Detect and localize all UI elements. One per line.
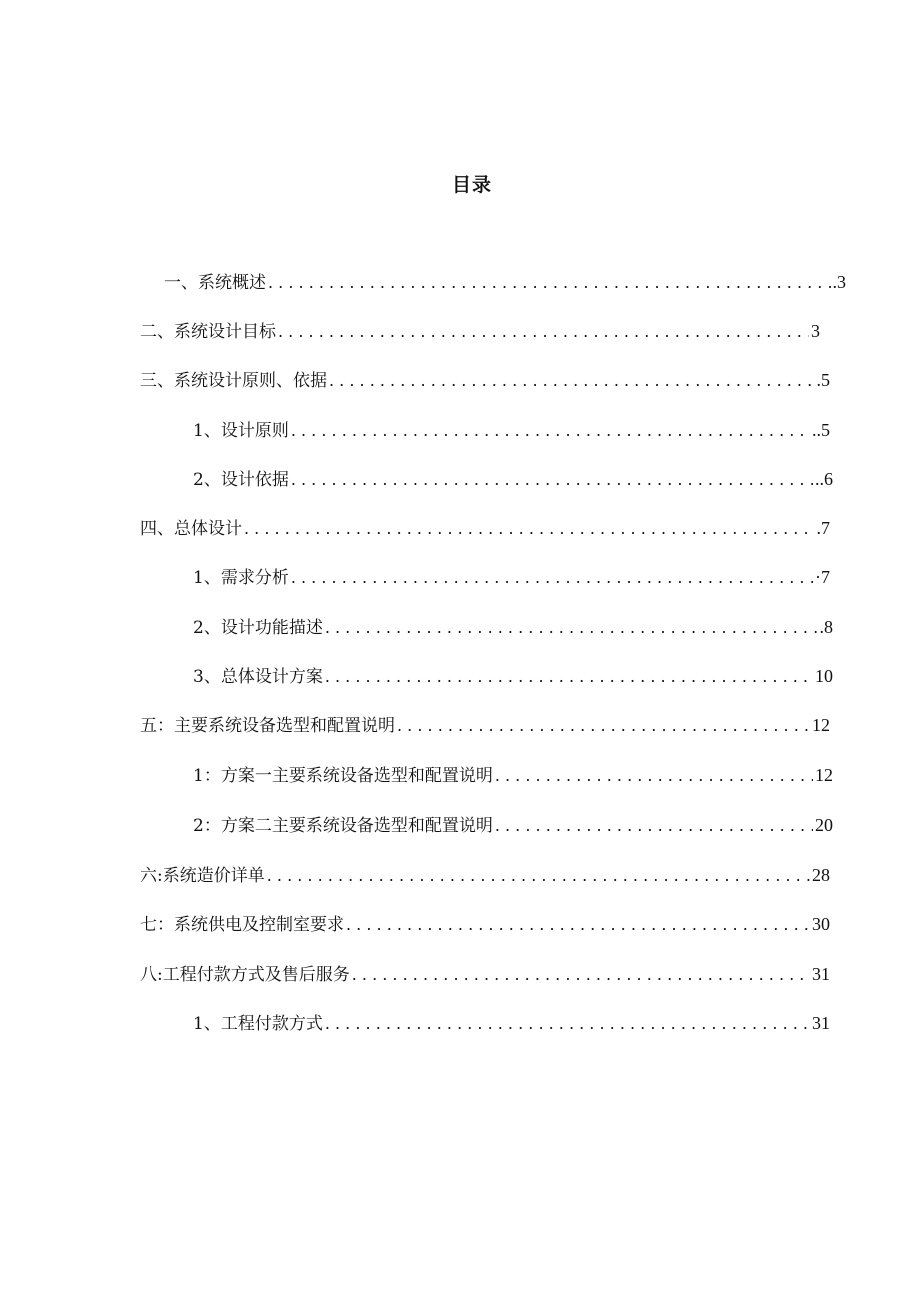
dot-leader: [329, 366, 815, 396]
toc-entry-label: 三、系统设计原则、依据: [140, 371, 327, 391]
toc-entry-page: ·7: [815, 567, 830, 587]
toc-entry-page: .8: [819, 617, 833, 637]
toc-entry-label: 3、总体设计方案: [193, 667, 323, 687]
toc-entry-1[interactable]: [164, 267, 846, 297]
toc-entry-page: 31: [812, 964, 830, 984]
toc-entry-page: ..6: [815, 469, 833, 489]
toc-entry-9[interactable]: [193, 661, 833, 691]
dot-leader: [291, 416, 810, 446]
toc-entry-page: ..5: [812, 420, 830, 440]
toc-entry-page: .7: [816, 518, 830, 538]
dot-leader: [291, 563, 813, 593]
toc-entry-7[interactable]: [193, 562, 830, 592]
toc-entry-page: 31: [812, 1013, 830, 1033]
toc-entry-label: 八:工程付款方式及售后服务: [140, 965, 350, 985]
toc-entry-5[interactable]: [193, 464, 833, 494]
toc-entry-label: 1、设计原则: [193, 421, 289, 441]
toc-entry-label: 1、工程付款方式: [193, 1014, 323, 1034]
toc-entry-label: 2、设计功能描述: [193, 618, 323, 638]
toc-entry-label: 一、系统概述: [164, 273, 266, 293]
dot-leader: [397, 711, 810, 741]
toc-entry-page: 30: [812, 914, 830, 934]
toc-entry-page: 12: [812, 715, 830, 735]
dot-leader: [352, 960, 810, 990]
toc-entry-label: 2、设计依据: [193, 470, 289, 490]
toc-entry-12[interactable]: [193, 810, 833, 840]
toc-entry-page: 12: [815, 765, 833, 785]
dot-leader: [346, 910, 810, 940]
toc-entry-label: 1：方案一主要系统设备选型和配置说明: [193, 766, 493, 786]
dot-leader: [325, 662, 813, 692]
dot-leader: [325, 1009, 810, 1039]
dot-leader: [495, 811, 813, 841]
toc-entry-8[interactable]: [193, 612, 833, 642]
dot-leader: [495, 761, 813, 791]
toc-entry-page: 10: [815, 666, 833, 686]
dot-leader: [291, 465, 813, 495]
toc-entry-16[interactable]: [193, 1008, 830, 1038]
toc-entry-3[interactable]: [140, 365, 830, 395]
toc-entry-13[interactable]: [140, 860, 830, 890]
toc-entry-10[interactable]: [140, 710, 830, 740]
dot-leader: [244, 514, 815, 544]
toc-entry-14[interactable]: [140, 909, 830, 939]
toc-entry-11[interactable]: [193, 760, 833, 790]
toc-entry-page: 20: [815, 815, 833, 835]
toc-entry-label: 二、系统设计目标: [140, 322, 276, 342]
dot-leader: [267, 861, 810, 891]
toc-entry-page: 28: [812, 865, 830, 885]
toc-entry-page: .5: [816, 370, 830, 390]
toc-entry-page: 3: [811, 321, 820, 341]
toc-entry-label: 2：方案二主要系统设备选型和配置说明: [193, 816, 493, 836]
toc-entry-label: 四、总体设计: [140, 519, 242, 539]
dot-leader: [325, 613, 818, 643]
toc-title: 目录: [451, 174, 492, 196]
toc-entry-page: .3: [832, 272, 846, 292]
toc-entry-label: 五：主要系统设备选型和配置说明: [140, 716, 395, 736]
toc-entry-label: 1、需求分析: [193, 568, 289, 588]
dot-leader: [278, 317, 809, 347]
toc-entry-6[interactable]: [140, 513, 830, 543]
toc-entry-label: 七：系统供电及控制室要求: [140, 915, 344, 935]
toc-entry-15[interactable]: [140, 959, 830, 989]
dot-leader: [268, 268, 831, 298]
toc-entry-label: 六:系统造价详单: [140, 866, 265, 886]
toc-entry-2[interactable]: [140, 316, 820, 346]
toc-entry-4[interactable]: [193, 415, 830, 445]
